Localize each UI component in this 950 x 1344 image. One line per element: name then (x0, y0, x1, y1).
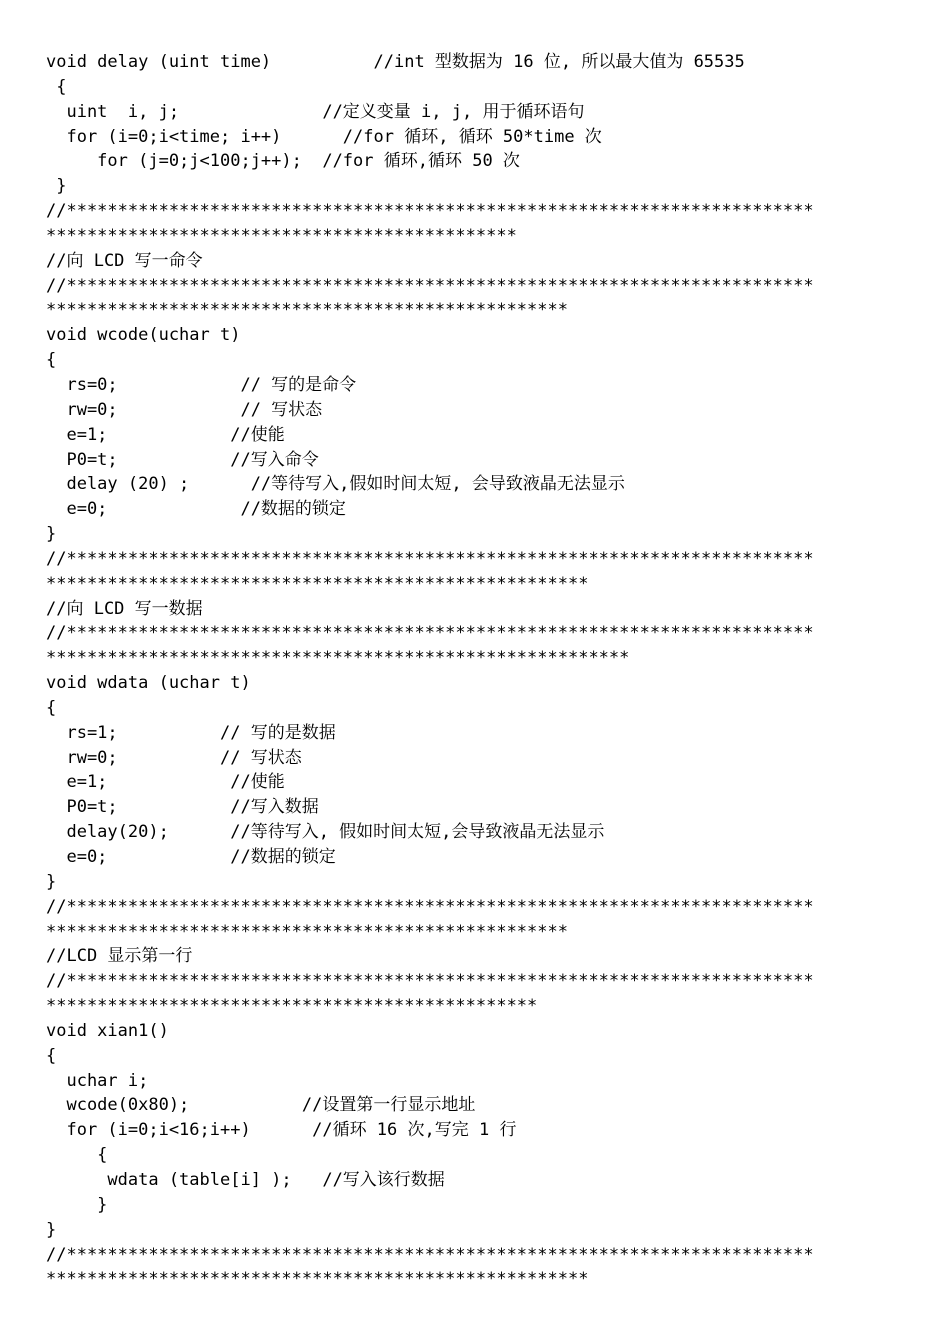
code-line: void xian1() (46, 1020, 169, 1041)
code-line: //************************************************************************* (46, 971, 814, 992)
code-line: void delay (uint time) //int 型数据为 16 位, 所以最大值为 65535 (46, 52, 745, 72)
code-line: //************************************************************************* (46, 275, 814, 296)
code-line: void wcode(uchar t) (46, 325, 241, 346)
code-line: } (46, 1219, 57, 1240)
code-line: e=1; //使能 (46, 424, 285, 445)
code-line: e=0; //数据的锁定 (46, 847, 336, 867)
code-line: { (46, 1145, 108, 1166)
code-line: for (i=0;i<16;i++) //循环 16 次,写完 1 行 (46, 1120, 517, 1141)
code-line: uint i, j; //定义变量 i, j, 用于循环语句 (46, 101, 585, 122)
code-line: rw=0; // 写状态 (46, 747, 302, 768)
code-line: rs=1; // 写的是数据 (46, 722, 336, 743)
code-line: uchar i; (46, 1070, 149, 1091)
code-listing (46, 50, 916, 1292)
code-line: ************************************************ (46, 996, 538, 1017)
code-line: //************************************************************************* (46, 1244, 814, 1265)
code-line: } (46, 1194, 108, 1215)
code-line: //************************************************************************* (46, 896, 814, 917)
code-line: for (i=0;i<time; i++) //for 循环, 循环 50*time 次 (46, 126, 602, 147)
code-line: } (46, 871, 57, 892)
code-line: { (46, 1045, 57, 1066)
code-line: rw=0; // 写状态 (46, 399, 323, 420)
code-line: wdata (table[i] ); //写入该行数据 (46, 1169, 445, 1190)
code-line: ***************************************************** (46, 573, 589, 594)
code-line: P0=t; //写入数据 (46, 797, 319, 818)
code-line: } (46, 176, 67, 197)
code-line: rs=0; // 写的是命令 (46, 374, 357, 395)
code-line: wcode(0x80); //设置第一行显示地址 (46, 1095, 476, 1116)
code-line: delay(20); //等待写入, 假如时间太短,会导致液晶无法显示 (46, 822, 605, 843)
code-line: //向 LCD 写一命令 (46, 250, 203, 271)
code-line: //向 LCD 写一数据 (46, 598, 203, 619)
code-line: *************************************************** (46, 921, 568, 942)
code-line: //************************************************************************* (46, 201, 814, 222)
code-line: P0=t; //写入命令 (46, 449, 319, 470)
code-line: { (46, 697, 57, 718)
code-line: for (j=0;j<100;j++); //for 循环,循环 50 次 (46, 151, 520, 172)
code-line: { (46, 350, 57, 371)
code-line: ********************************************************* (46, 648, 630, 669)
code-line: //************************************************************************* (46, 548, 814, 569)
code-line: } (46, 524, 57, 545)
code-line: ***************************************************** (46, 1269, 589, 1290)
code-line: //LCD 显示第一行 (46, 946, 193, 967)
code-line: *************************************************** (46, 300, 568, 321)
code-line: { (46, 76, 67, 97)
code-line: ********************************************** (46, 225, 517, 246)
code-line: delay (20) ; //等待写入,假如时间太短, 会导致液晶无法显示 (46, 474, 625, 495)
code-line: e=0; //数据的锁定 (46, 499, 346, 520)
code-line: void wdata (uchar t) (46, 673, 251, 694)
code-line: e=1; //使能 (46, 772, 285, 793)
code-line: //************************************************************************* (46, 623, 814, 644)
